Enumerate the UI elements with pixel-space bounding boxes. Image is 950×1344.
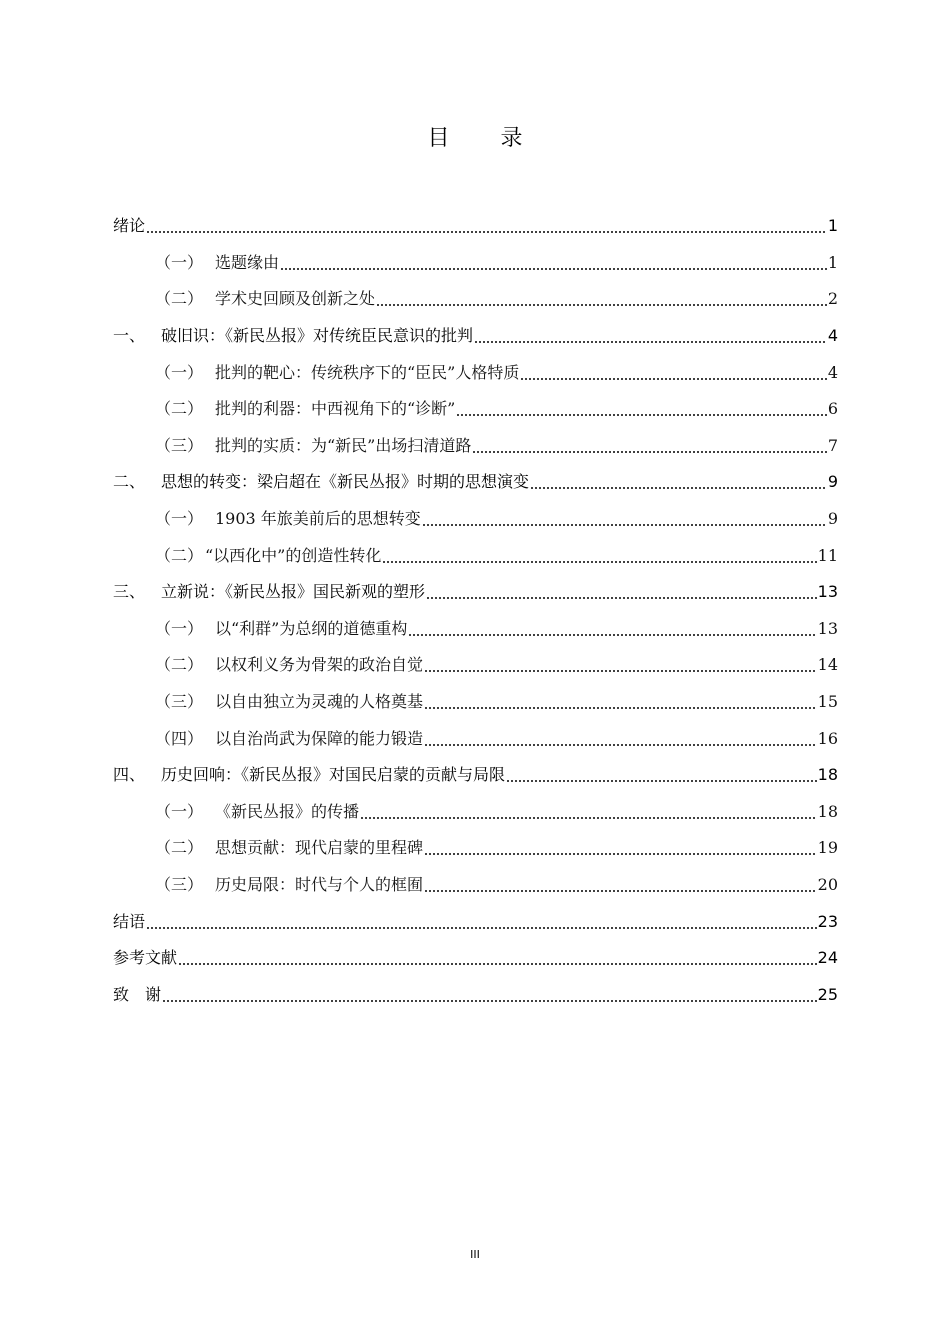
toc-entry-heading <box>113 948 177 968</box>
toc-entry-heading <box>155 655 423 675</box>
dot-leader <box>360 802 817 822</box>
toc-entry-page: 11 <box>817 545 838 565</box>
dot-leader <box>424 692 817 712</box>
toc-entry-page: 19 <box>817 838 838 858</box>
toc-entry-title: 批判的靶心：传统秩序下的“臣民”人格特质 <box>215 362 520 382</box>
toc-entry-title: 学术史回顾及创新之处 <box>215 289 376 309</box>
toc-entry-page: 9 <box>827 509 838 529</box>
dot-leader <box>474 326 827 346</box>
toc-entry[interactable] <box>113 684 838 721</box>
toc-entry[interactable] <box>113 354 838 391</box>
toc-entry-heading <box>113 216 145 236</box>
dot-leader <box>382 546 816 566</box>
toc-entry-heading <box>155 509 421 529</box>
toc-entry-title: 立新说：《新民丛报》国民新观的塑形 <box>161 582 426 602</box>
page-number-footer: III <box>470 1248 480 1261</box>
toc-entry-number: （二） <box>155 655 204 675</box>
dot-leader <box>280 253 827 273</box>
page-title: 目 录 <box>427 126 545 151</box>
dot-leader <box>424 838 817 858</box>
toc-entry-heading <box>155 436 471 456</box>
toc-entry-title: 结语 <box>113 911 146 931</box>
toc-entry-number: 二、 <box>113 472 146 492</box>
toc-entry-heading <box>113 912 145 932</box>
toc-entry-title: 选题缘由 <box>215 252 280 272</box>
toc-entry-number: （三） <box>155 435 204 455</box>
toc-entry-page: 4 <box>827 326 838 346</box>
dot-leader <box>146 216 827 236</box>
toc-entry-heading <box>113 985 161 1005</box>
toc-entry-title: 以自治尚武为保障的能力锻造 <box>215 728 424 748</box>
toc-entry-heading <box>155 729 423 749</box>
toc-entry-heading <box>113 765 505 785</box>
toc-entry[interactable] <box>113 720 838 757</box>
toc-entry[interactable] <box>113 867 838 904</box>
toc-entry[interactable] <box>113 830 838 867</box>
toc-entry-title: 历史回响：《新民丛报》对国民启蒙的贡献与局限 <box>161 765 506 785</box>
toc-entry-title: 1903 年旅美前后的思想转变 <box>215 509 421 529</box>
toc-entry-page: 1 <box>827 216 838 236</box>
toc-entry[interactable] <box>113 391 838 428</box>
toc-entry-number: （二） <box>155 399 204 419</box>
dot-leader <box>506 765 817 785</box>
dot-leader <box>146 912 817 932</box>
toc-entry-number: （二） <box>155 289 204 309</box>
toc-entry-heading <box>155 802 359 822</box>
toc-entry-heading <box>155 399 455 419</box>
dot-leader <box>376 289 827 309</box>
toc-entry-title: 破旧识：《新民丛报》对传统臣民意识的批判 <box>161 326 474 346</box>
toc-entry-number: （一） <box>155 252 204 272</box>
toc-entry-page: 18 <box>817 765 838 785</box>
dot-leader <box>408 619 816 639</box>
toc-entry-title: 思想贡献：现代启蒙的里程碑 <box>215 838 424 858</box>
toc-entry-number: 一、 <box>113 326 146 346</box>
toc-entry-heading <box>155 253 279 273</box>
toc-entry-heading <box>155 619 407 639</box>
toc-entry-number: （二） <box>155 838 204 858</box>
toc-entry-title: 绪论 <box>113 216 146 236</box>
toc-entry-number: （一） <box>155 618 204 638</box>
toc-entry-page: 1 <box>827 252 838 272</box>
toc-entry-title: 致 谢 <box>113 984 162 1004</box>
toc-entry-page: 13 <box>817 618 838 638</box>
dot-leader <box>178 948 817 968</box>
toc-entry-number: （一） <box>155 801 204 821</box>
toc-entry-page: 20 <box>817 874 838 894</box>
toc-entry[interactable] <box>113 647 838 684</box>
toc-entry-number: （三） <box>155 692 204 712</box>
dot-leader <box>424 655 817 675</box>
toc-entry-number: 四、 <box>113 765 146 785</box>
toc-entry[interactable] <box>113 428 838 465</box>
toc-entry-title: 《新民丛报》的传播 <box>215 801 360 821</box>
dot-leader <box>424 729 817 749</box>
toc-entry-page: 6 <box>827 399 838 419</box>
dot-leader <box>422 509 827 529</box>
toc-entry-page: 7 <box>827 435 838 455</box>
toc-entry-title: 批判的实质：为“新民”出场扫清道路 <box>215 435 472 455</box>
toc-entry-page: 14 <box>817 655 838 675</box>
toc-entry[interactable] <box>113 611 838 648</box>
toc-entry-page: 9 <box>827 472 838 492</box>
toc-entry-page: 25 <box>817 984 838 1004</box>
toc-entry[interactable] <box>113 794 838 831</box>
toc-entry[interactable] <box>113 208 838 245</box>
toc-entry-page: 13 <box>817 582 838 602</box>
toc-entry-number: （一） <box>155 362 204 382</box>
toc-entry-page: 16 <box>817 728 838 748</box>
table-of-contents <box>113 208 838 1013</box>
toc-entry[interactable] <box>113 318 838 355</box>
toc-entry-number: （三） <box>155 874 204 894</box>
toc-entry[interactable] <box>113 281 838 318</box>
toc-entry-page: 18 <box>817 801 838 821</box>
toc-entry-heading <box>113 326 473 346</box>
toc-entry-number: 三、 <box>113 582 146 602</box>
toc-entry-number: （四） <box>155 728 204 748</box>
dot-leader <box>162 985 817 1005</box>
toc-entry[interactable] <box>113 245 838 282</box>
toc-entry[interactable] <box>113 940 838 977</box>
dot-leader <box>520 363 826 383</box>
toc-entry[interactable] <box>113 464 838 501</box>
dot-leader <box>424 875 817 895</box>
toc-entry[interactable] <box>113 537 838 574</box>
toc-entry-page: 15 <box>817 692 838 712</box>
toc-entry[interactable] <box>113 501 838 538</box>
dot-leader <box>472 436 826 456</box>
toc-entry-heading <box>155 875 423 895</box>
toc-entry-heading <box>155 546 381 566</box>
toc-entry-heading <box>155 838 423 858</box>
toc-entry-page: 2 <box>827 289 838 309</box>
toc-entry-heading <box>113 472 529 492</box>
dot-leader <box>426 582 817 602</box>
dot-leader <box>530 472 827 492</box>
toc-entry-page: 4 <box>827 362 838 382</box>
toc-entry[interactable] <box>113 757 838 794</box>
toc-entry-title: 以自由独立为灵魂的人格奠基 <box>215 692 424 712</box>
toc-entry-title: 历史局限：时代与个人的框囿 <box>215 874 424 894</box>
toc-entry-title: 思想的转变：梁启超在《新民丛报》时期的思想演变 <box>161 472 530 492</box>
toc-entry-page: 23 <box>817 911 838 931</box>
toc-entry-title: 以“利群”为总纲的道德重构 <box>215 618 408 638</box>
toc-entry-heading <box>155 692 423 712</box>
toc-entry-heading <box>155 289 375 309</box>
toc-entry-title: “以西化中”的创造性转化 <box>205 545 382 565</box>
toc-entry-heading <box>155 363 519 383</box>
dot-leader <box>456 399 826 419</box>
toc-entry-title: 批判的利器：中西视角下的“诊断” <box>215 399 456 419</box>
toc-entry-heading <box>113 582 425 602</box>
toc-entry-number: （一） <box>155 509 204 529</box>
toc-entry[interactable] <box>113 903 838 940</box>
toc-entry[interactable] <box>113 574 838 611</box>
toc-entry-title: 以权利义务为骨架的政治自觉 <box>215 655 424 675</box>
toc-entry-page: 24 <box>817 948 838 968</box>
toc-entry-title: 参考文献 <box>113 948 178 968</box>
toc-entry[interactable] <box>113 976 838 1013</box>
toc-entry-number: （二） <box>155 545 204 565</box>
